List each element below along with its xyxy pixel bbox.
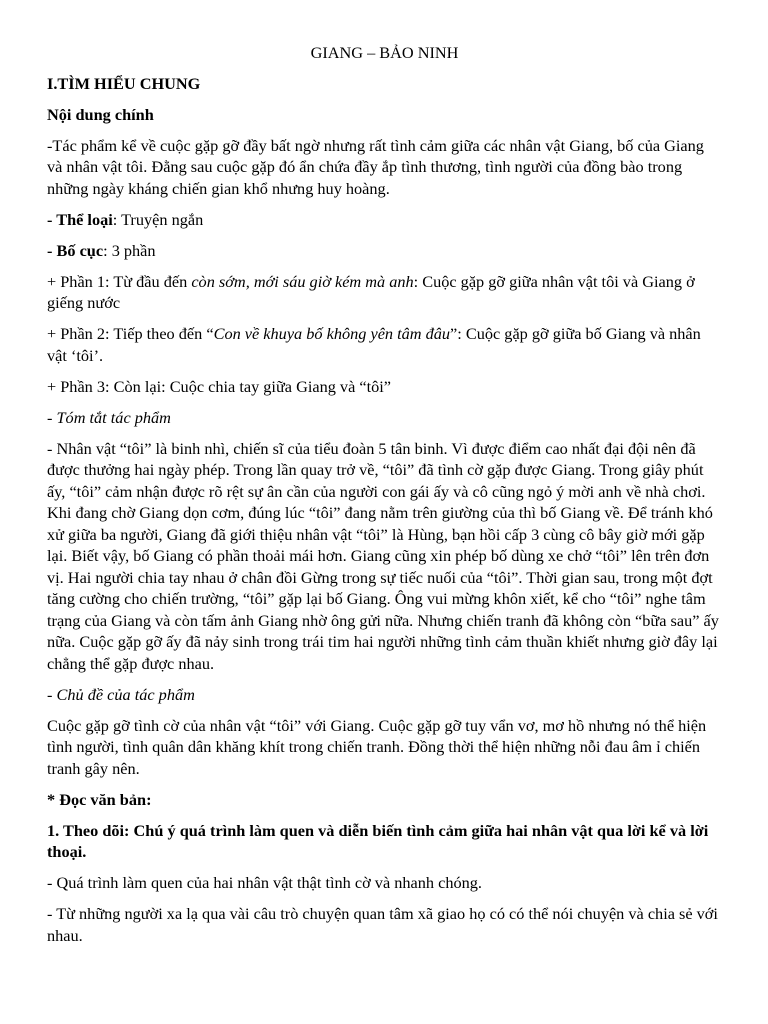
genre-line: [47, 209, 722, 231]
answer-line-2: - Từ những người xa lạ qua vài câu trò chuyện quan tâm xã giao họ có có thể nói chuyện và chia sẻ với nhau.: [47, 904, 718, 945]
layout-dash: -: [47, 240, 57, 260]
part2-prefix: + Phần 2: Tiếp theo đến “: [47, 324, 214, 343]
summary-paragraph: - Nhân vật “tôi” là binh nhì, chiến sĩ của tiểu đoàn 5 tân binh. Vì được điểm cao nhất đại đội nên đã được thưởng hai ngày phép. Trong lần quay trở về, “tôi” đã tình cờ gặp được Giang. Trong giây phút ấy, “tôi” cảm nhận được rõ rệt sự ân cần của người con gái ấy và cô cũng ngỏ ý mời anh về nhà chơi. Khi đang chờ Giang dọn cơm, đúng lúc “tôi” đang nằm trên giường của thì bố Giang về. Để tránh khó xử giữa ba người, Giang đã giới thiệu nhân vật “tôi” là Hùng, bạn hồi cấp 3 cùng cô bây giờ mới gặp lại. Biết vậy, bố Giang có phần thoải mái hơn. Giang cũng xin phép bố dùng xe chở “tôi” lên trên đơn vị. Hai người chia tay nhau ở chân đồi Gừng trong sự tiếc nuối của “tôi”. Thời gian sau, trong một đợt tăng cường cho chiến trường, “tôi” gặp lại bố Giang. Ông vui mừng khôn xiết, kể cho “tôi” nghe tâm trạng của Giang và còn tấm ảnh Giang nhờ ông gửi nữa. Nhưng chiến tranh đã không còn “bữa sau” ấy nữa. Cuộc gặp gỡ ấy đã nảy sinh trong trái tim hai người những tình cảm thuần khiết nhưng giờ đây lại chẳng thể gặp được nhau.: [47, 438, 719, 673]
part2-rest: ”: Cuộc gặp gỡ giữa bố Giang và nhân vật ‘tôi’.: [47, 324, 701, 365]
content-paragraph: -Tác phẩm kể về cuộc gặp gỡ đầy bất ngờ nhưng rất tình cảm giữa các nhân vật Giang, bố của Giang và nhân vật tôi. Đằng sau cuộc gặp đó ẩn chứa đầy ắp tình thương, tình người của đồng bào trong những ngày kháng chiến gian khổ nhưng huy hoàng.: [47, 135, 704, 198]
genre-dash: -: [47, 209, 57, 229]
layout-label: Bố cục: [56, 240, 104, 260]
part1-line: [47, 271, 722, 314]
part1-prefix: + Phần 1: Từ đầu đến: [47, 271, 192, 291]
layout-value: 3 phần: [111, 240, 156, 260]
genre-label: Thể loại: [56, 209, 113, 229]
part1-italic: còn sớm, mới sáu giờ kém mà anh: [191, 271, 414, 291]
summary-heading: - Tóm tắt tác phẩm: [47, 407, 171, 427]
genre-sep: :: [112, 209, 122, 229]
genre-value: Truyện ngắn: [121, 209, 204, 229]
document-title: GIANG – BẢO NINH: [310, 43, 459, 62]
theme-paragraph: Cuộc gặp gỡ tình cờ của nhân vật “tôi” với Giang. Cuộc gặp gỡ tuy vẩn vơ, mơ hồ nhưng nó thể hiện tình người, tình quân dân khăng khít trong chiến tranh. Đồng thời thể hiện những nỗi đau âm ỉ chiến tranh gây nên.: [47, 715, 707, 778]
part3-line: + Phần 3: Còn lại: Cuộc chia tay giữa Giang và “tôi”: [47, 376, 392, 396]
part2-italic: Con về khuya bố không yên tâm đâu: [213, 324, 451, 343]
reading-heading: * Đọc văn bản:: [47, 789, 152, 809]
answer-line-1: - Quá trình làm quen của hai nhân vật thật tình cờ và nhanh chóng.: [47, 873, 482, 892]
section-heading: I.TÌM HIỂU CHUNG: [47, 73, 201, 93]
part1-rest: : Cuộc gặp gỡ giữa nhân vật tôi và Giang ở giếng nước: [47, 271, 695, 312]
subheading-main-content: Nội dung chính: [47, 104, 154, 124]
layout-sep: :: [103, 240, 112, 260]
question-1: 1. Theo dõi: Chú ý quá trình làm quen và diễn biến tình cảm giữa hai nhân vật qua lời kể và lời thoại.: [47, 820, 709, 861]
layout-line: [47, 240, 722, 262]
part2-line: [47, 323, 722, 366]
theme-heading: - Chủ đề của tác phẩm: [47, 684, 195, 704]
